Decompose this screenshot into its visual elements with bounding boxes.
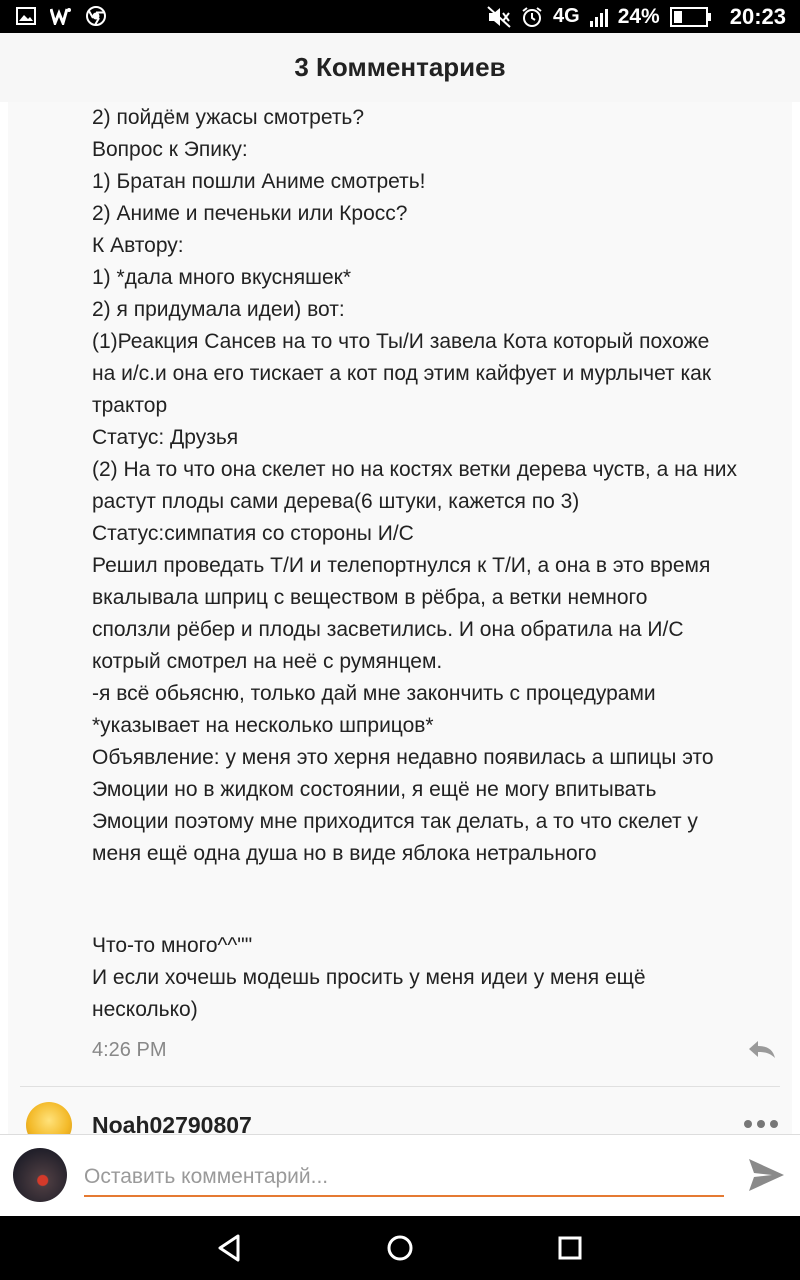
- comment-line: (2) На то что она скелет но на костях ветки дерева чуств, а на них: [92, 458, 738, 481]
- back-icon[interactable]: [214, 1232, 246, 1264]
- avatar[interactable]: [26, 1102, 72, 1134]
- comment-line: 2) я придумала идеи) вот:: [92, 298, 345, 321]
- alarm-icon: [521, 6, 543, 28]
- battery-icon: [670, 6, 712, 28]
- comment-line: Вопрос к Эпику:: [92, 138, 248, 161]
- status-left-icons: [16, 6, 106, 26]
- comment-line: Эмоции поэтому мне приходится так делать, а то что скелет у: [92, 810, 698, 833]
- comments-list[interactable]: [0, 102, 800, 1134]
- comment-line: несколько): [92, 998, 198, 1021]
- chrome-icon: [86, 6, 106, 26]
- clock: 20:23: [729, 3, 786, 29]
- comment-input[interactable]: [84, 1159, 724, 1197]
- image-icon: [16, 7, 36, 25]
- comment-text: [92, 102, 788, 1026]
- comment-spacer: [92, 870, 788, 930]
- mute-icon: [487, 6, 511, 28]
- comment-input-bar: [0, 1134, 800, 1217]
- status-bar: [0, 0, 800, 33]
- comment-line: вкалывала шприц с веществом в рёбра, а ветки немного: [92, 586, 648, 609]
- comment-line: -я всё обьясню, только дай мне закончить с процедурами: [92, 682, 656, 705]
- comment-line: сползли рёбер и плоды засветились. И она обратила на И/С: [92, 618, 684, 641]
- comment-line: котрый смотрел на неё с румянцем.: [92, 650, 443, 673]
- comment-line: Объявление: у меня это херня недавно появилась а шпицы это: [92, 746, 714, 769]
- recents-icon[interactable]: [554, 1232, 586, 1264]
- comment-line: Статус: Друзья: [92, 426, 239, 449]
- comment-line: 2) пойдём ужасы смотреть?: [92, 106, 365, 129]
- page-title: 3 Комментариев: [294, 52, 506, 82]
- comment-line: растут плоды сами дерева(6 штуки, кажется по 3): [92, 490, 580, 513]
- status-right: [487, 0, 786, 33]
- network-type: 4G: [553, 5, 580, 27]
- app-header: [0, 33, 800, 103]
- comment-line: *указывает на несколько шприцов*: [92, 714, 434, 737]
- comment-line: К Автору:: [92, 234, 184, 257]
- reply-icon[interactable]: [747, 1038, 777, 1060]
- divider: [20, 1086, 780, 1087]
- battery-percent: 24%: [617, 4, 660, 28]
- comment-line: Эмоции но в жидком состоянии, я ещё не могу впитывать: [92, 778, 657, 801]
- w-app-icon: [50, 7, 72, 25]
- more-options-icon[interactable]: [744, 1120, 778, 1128]
- comment-line: Что-то много^^"": [92, 934, 253, 957]
- user-avatar[interactable]: [13, 1148, 67, 1202]
- comment-line: 2) Аниме и печеньки или Кросс?: [92, 202, 408, 225]
- comment-line: меня ещё одна душа но в виде яблока нетрального: [92, 842, 597, 865]
- home-icon[interactable]: [384, 1232, 416, 1264]
- send-icon[interactable]: [746, 1155, 786, 1195]
- comment-line: 1) *дала много вкусняшек*: [92, 266, 352, 289]
- comment-username[interactable]: Noah02790807: [92, 1112, 252, 1134]
- signal-icon: [590, 7, 608, 27]
- comment-line: Статус:симпатия со стороны И/С: [92, 522, 414, 545]
- comment-line: (1)Реакция Сансев на то что Ты/И завела Кота который похоже: [92, 330, 710, 353]
- comment-line: на и/с.и она его тискает а кот под этим кайфует и мурлычет как: [92, 362, 712, 385]
- comment-line: Решил проведать Т/И и телепортнулся к Т/И, а она в это время: [92, 554, 711, 577]
- comment-item[interactable]: [0, 1092, 800, 1134]
- comment-line: трактор: [92, 394, 168, 417]
- comment-line: 1) Братан пошли Аниме смотреть!: [92, 170, 426, 193]
- system-nav-bar: [0, 1216, 800, 1280]
- comment-time: 4:26 PM: [92, 1039, 167, 1061]
- comment-line: И если хочешь модешь просить у меня идеи у меня ещё: [92, 966, 646, 989]
